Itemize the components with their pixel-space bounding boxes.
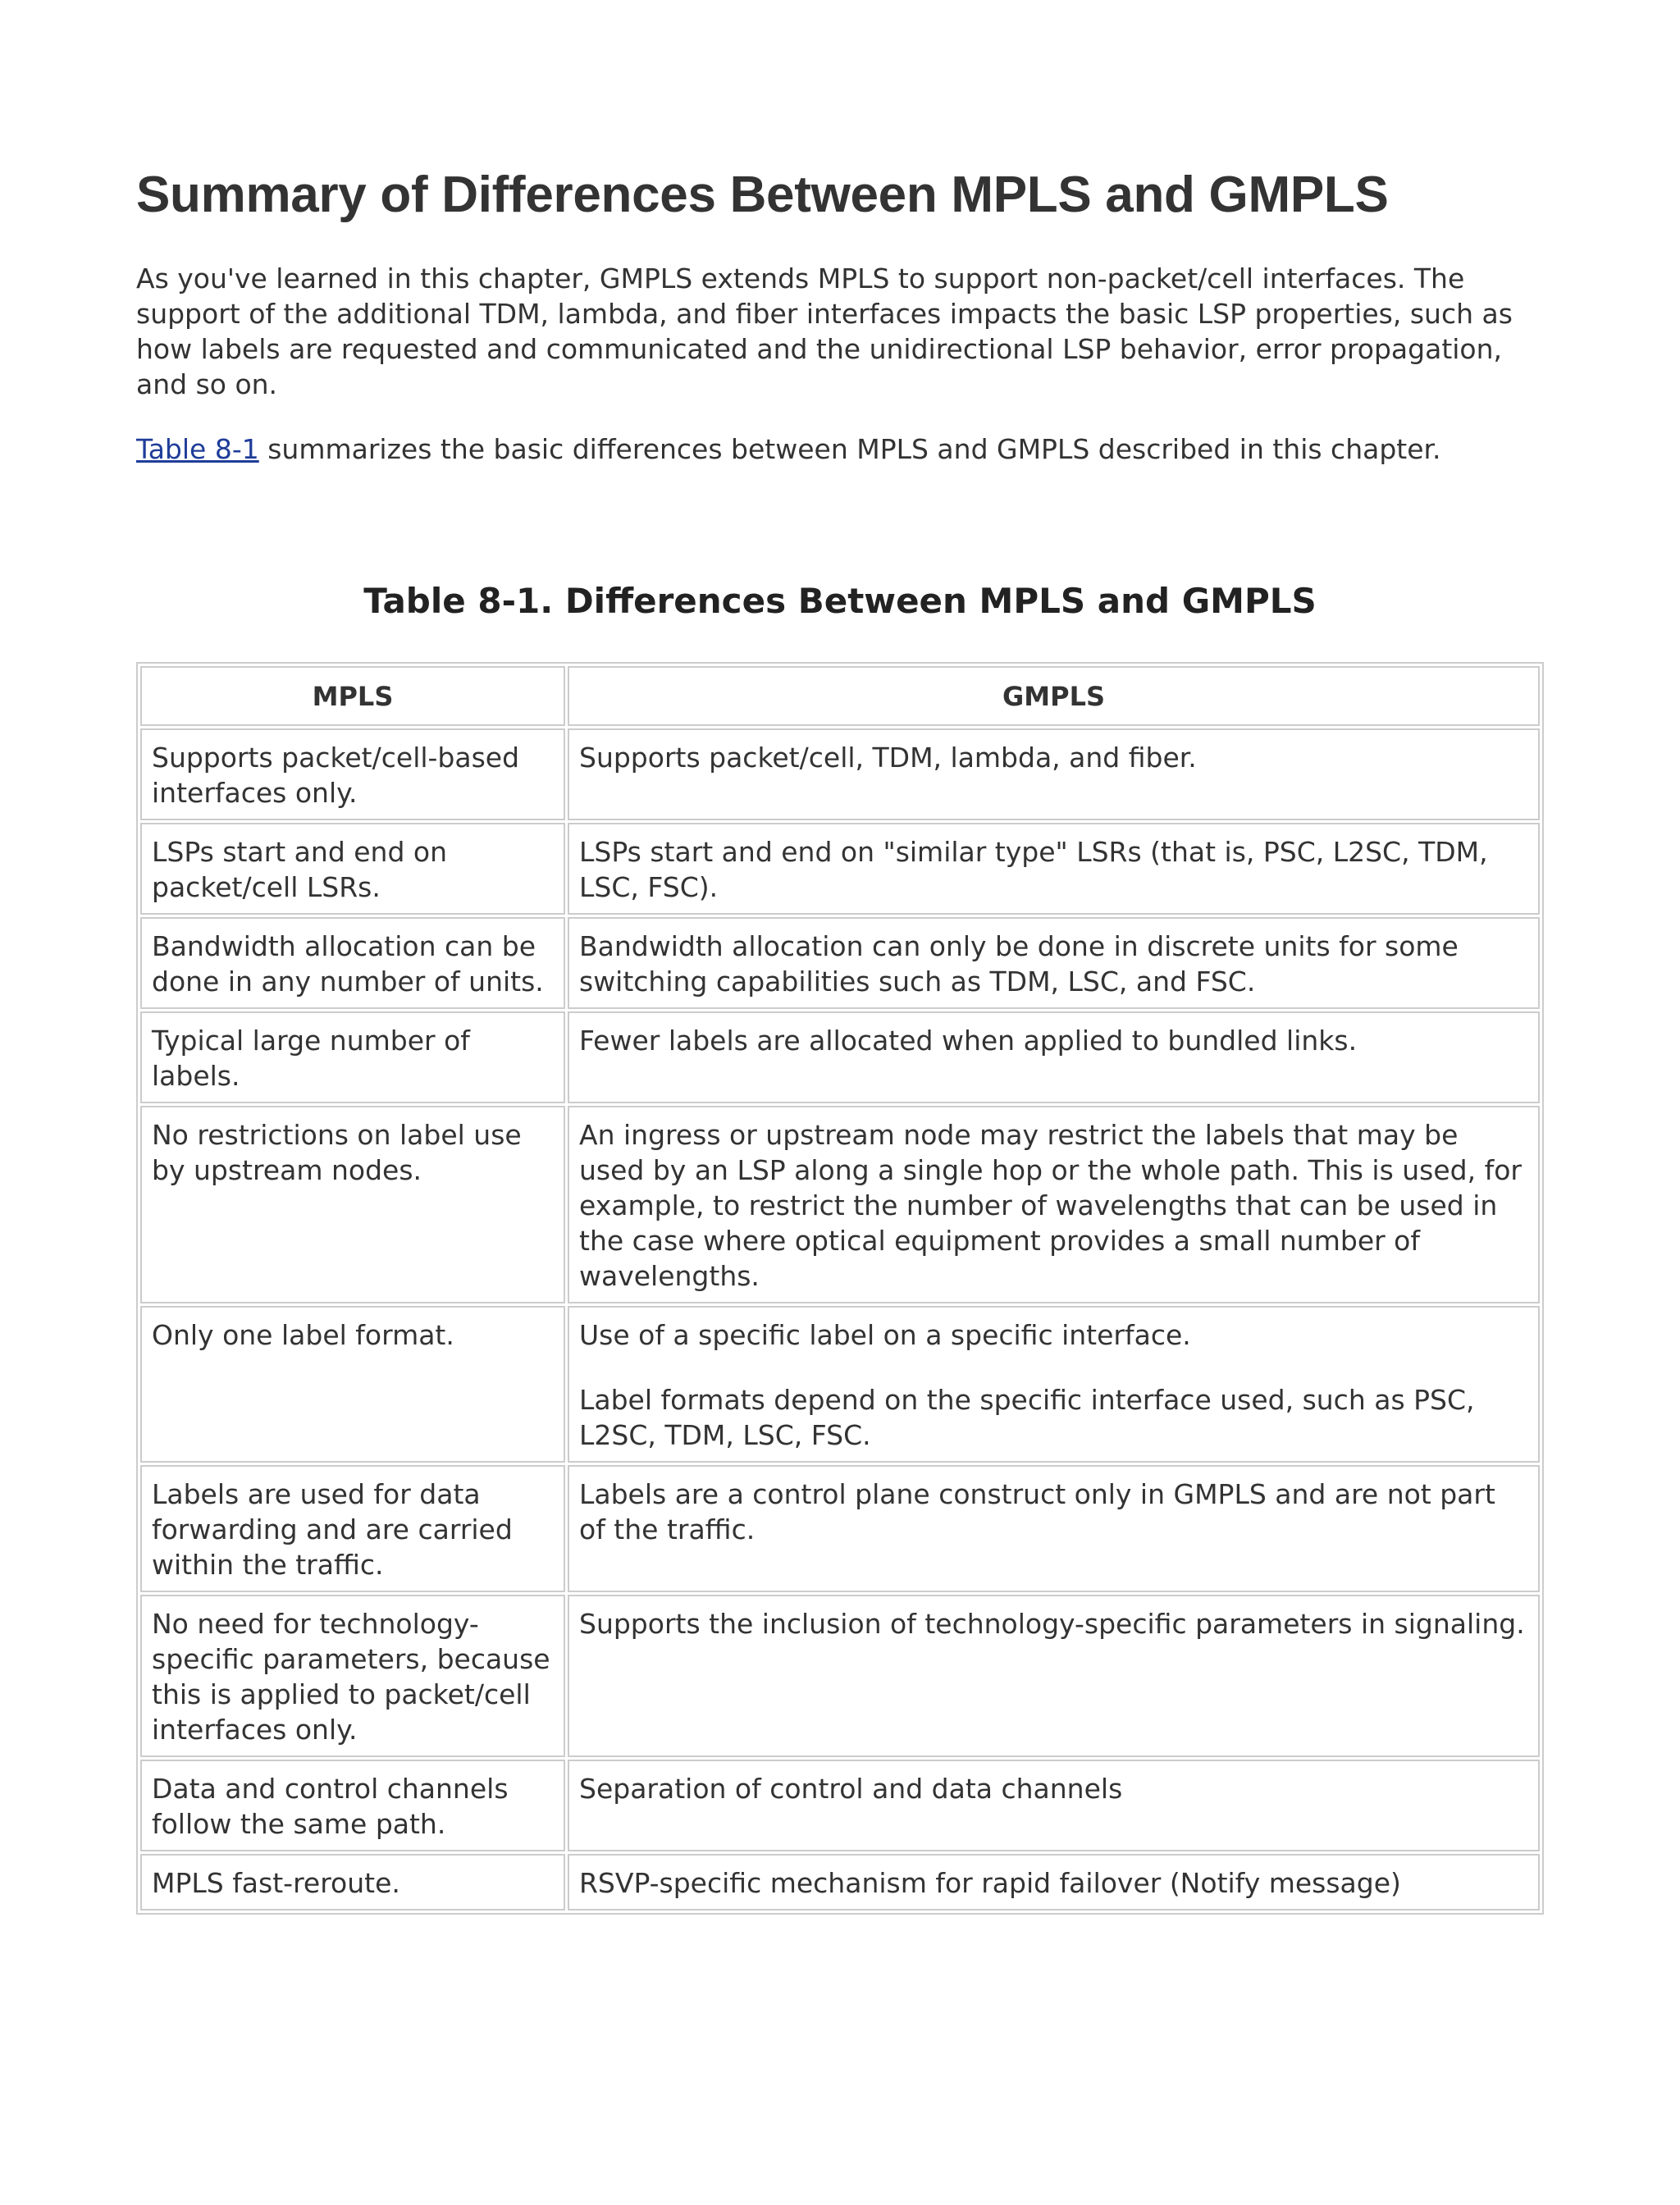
table-header-row	[140, 666, 1540, 726]
gmpls-cell-text: RSVP-specific mechanism for rapid failover (Notify message)	[579, 1867, 1401, 1899]
table-row	[140, 917, 1540, 1009]
differences-table	[136, 662, 1544, 1915]
gmpls-cell-text: LSPs start and end on "similar type" LSRs (that is, PSC, L2SC, TDM, LSC, FSC).	[579, 836, 1488, 903]
gmpls-cell-text: An ingress or upstream node may restrict the labels that may be used by an LSP along a single hop or the whole path. This is used, for example, to restrict the number of wavelengths that can be used in the case where optical equipment provides a small number of wavelengths.	[579, 1119, 1522, 1292]
document-page	[136, 164, 1544, 1915]
gmpls-cell-text: Fewer labels are allocated when applied to bundled links.	[579, 1025, 1358, 1057]
mpls-cell: Supports packet/cell-based interfaces only.	[140, 728, 565, 820]
gmpls-cell-text: Supports the inclusion of technology-specific parameters in signaling.	[579, 1608, 1525, 1640]
gmpls-cell	[568, 917, 1540, 1009]
gmpls-cell-text: Separation of control and data channels	[579, 1773, 1123, 1805]
table-row	[140, 728, 1540, 820]
summary-text: summarizes the basic differences between MPLS and GMPLS described in this chapter.	[258, 433, 1441, 465]
gmpls-cell	[568, 1854, 1540, 1911]
gmpls-cell-text: Bandwidth allocation can only be done in discrete units for some switching capabilities such as TDM, LSC, and FSC.	[579, 930, 1459, 998]
table-body	[140, 728, 1540, 1911]
mpls-cell: Only one label format.	[140, 1306, 565, 1463]
gmpls-cell-text: Supports packet/cell, TDM, lambda, and fiber.	[579, 742, 1197, 774]
gmpls-cell-text: Use of a specific label on a specific interface.	[579, 1319, 1191, 1351]
table-caption: Table 8-1. Differences Between MPLS and GMPLS	[363, 581, 1317, 621]
mpls-cell: Typical large number of labels.	[140, 1011, 565, 1103]
table-row	[140, 1595, 1540, 1757]
mpls-cell: No restrictions on label use by upstream nodes.	[140, 1106, 565, 1303]
gmpls-cell	[568, 1106, 1540, 1303]
table-row	[140, 1760, 1540, 1851]
table-row	[140, 1854, 1540, 1911]
gmpls-cell	[568, 1465, 1540, 1592]
header-mpls: MPLS	[140, 666, 565, 726]
gmpls-cell-text: Label formats depend on the specific interface used, such as PSC, L2SC, TDM, LSC, FSC.	[579, 1384, 1475, 1451]
mpls-cell: MPLS fast-reroute.	[140, 1854, 565, 1911]
mpls-cell: LSPs start and end on packet/cell LSRs.	[140, 823, 565, 915]
header-gmpls: GMPLS	[568, 666, 1540, 726]
table-row	[140, 1306, 1540, 1463]
gmpls-cell	[568, 728, 1540, 820]
mpls-cell: No need for technology-specific parameters, because this is applied to packet/cell interfaces only.	[140, 1595, 565, 1757]
table-row	[140, 823, 1540, 915]
gmpls-cell	[568, 1011, 1540, 1103]
gmpls-cell	[568, 823, 1540, 915]
mpls-cell: Bandwidth allocation can be done in any number of units.	[140, 917, 565, 1009]
gmpls-cell	[568, 1595, 1540, 1757]
table-row	[140, 1106, 1540, 1303]
intro-paragraph: As you've learned in this chapter, GMPLS extends MPLS to support non-packet/cell interfaces. The support of the additional TDM, lambda, and fiber interfaces impacts the basic LSP properties, such as how labels are requested and communicated and the unidirectional LSP behavior, error propagation, and so on.	[136, 262, 1513, 400]
mpls-cell: Data and control channels follow the same path.	[140, 1760, 565, 1851]
gmpls-cell	[568, 1760, 1540, 1851]
table-row	[140, 1011, 1540, 1103]
mpls-cell: Labels are used for data forwarding and are carried within the traffic.	[140, 1465, 565, 1592]
table-link[interactable]: Table 8-1	[136, 433, 259, 465]
page-title: Summary of Differences Between MPLS and GMPLS	[136, 167, 1389, 223]
table-row	[140, 1465, 1540, 1592]
gmpls-cell	[568, 1306, 1540, 1463]
gmpls-cell-text: Labels are a control plane construct only in GMPLS and are not part of the traffic.	[579, 1478, 1495, 1545]
summary-paragraph	[136, 431, 1544, 467]
